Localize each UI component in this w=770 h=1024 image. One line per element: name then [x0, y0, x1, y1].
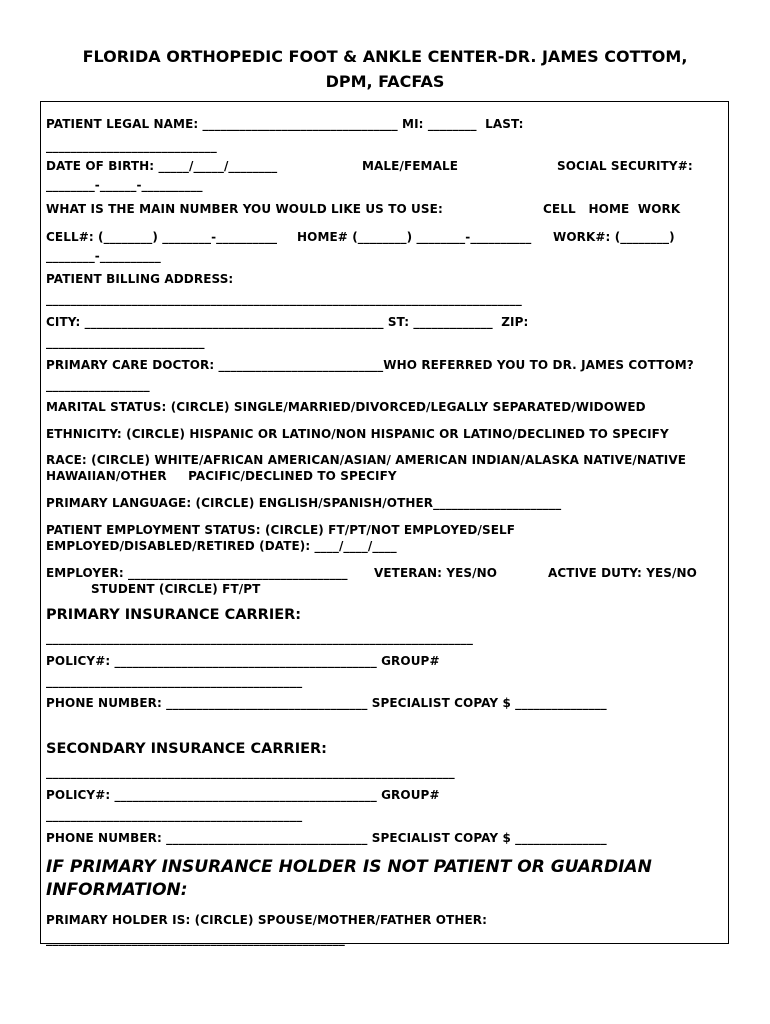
billing-address-label: PATIENT BILLING ADDRESS:: [46, 272, 234, 286]
secondary-policy-field[interactable]: POLICY#: ___________________________________________ GROUP#: [46, 788, 440, 802]
last-name-line[interactable]: ____________________________: [46, 139, 217, 153]
secondary-insurance-carrier-field[interactable]: ___________________________________________________________________: [46, 765, 455, 779]
main-number-question: WHAT IS THE MAIN NUMBER YOU WOULD LIKE US TO USE:: [46, 202, 443, 216]
primary-insurance-heading: PRIMARY INSURANCE CARRIER:: [46, 607, 302, 623]
gender-field[interactable]: MALE/FEMALE: [362, 159, 459, 173]
primary-holder-line[interactable]: _________________________________________________: [46, 932, 345, 946]
secondary-group-field[interactable]: __________________________________________: [46, 808, 303, 822]
ssn-label: SOCIAL SECURITY#:: [557, 159, 693, 173]
veteran-field[interactable]: VETERAN: YES/NO: [374, 566, 498, 580]
primary-holder-field[interactable]: PRIMARY HOLDER IS: (CIRCLE) SPOUSE/MOTHER/FATHER OTHER:: [46, 913, 488, 927]
billing-address-field[interactable]: ______________________________________________________________________________: [46, 292, 522, 306]
main-number-options[interactable]: CELL HOME WORK: [543, 202, 681, 216]
form-title: [0, 44, 770, 94]
race-field-continued[interactable]: HAWAIIAN/OTHER PACIFIC/DECLINED TO SPECIFY: [46, 469, 397, 483]
secondary-insurance-heading: SECONDARY INSURANCE CARRIER:: [46, 741, 327, 757]
patient-legal-name-field[interactable]: PATIENT LEGAL NAME: ________________________________ MI: ________ LAST:: [46, 117, 524, 131]
primary-care-doctor-field[interactable]: PRIMARY CARE DOCTOR: ___________________________WHO REFERRED YOU TO DR. JAMES COTTOM?: [46, 358, 694, 372]
active-duty-field[interactable]: ACTIVE DUTY: YES/NO: [548, 566, 697, 580]
employment-status-field[interactable]: PATIENT EMPLOYMENT STATUS: (CIRCLE) FT/PT/NOT EMPLOYED/SELF: [46, 523, 516, 537]
zip-field[interactable]: __________________________: [46, 335, 205, 349]
cell-number-field[interactable]: CELL#: (________) ________-__________: [46, 230, 278, 244]
form-title-line-2: DPM, FACFAS: [325, 72, 445, 91]
primary-language-field[interactable]: PRIMARY LANGUAGE: (CIRCLE) ENGLISH/SPANISH/OTHER_____________________: [46, 496, 562, 510]
ssn-field[interactable]: ________-______-__________: [46, 178, 203, 192]
home-number-field[interactable]: HOME# (________) ________-__________: [297, 230, 532, 244]
employer-field[interactable]: EMPLOYER: ____________________________________: [46, 566, 348, 580]
primary-group-field[interactable]: __________________________________________: [46, 674, 303, 688]
student-field[interactable]: STUDENT (CIRCLE) FT/PT: [91, 582, 261, 596]
work-number-field[interactable]: WORK#: (________): [553, 230, 675, 244]
guardian-heading-continued: INFORMATION:: [46, 880, 188, 900]
referral-field[interactable]: _________________: [46, 378, 150, 392]
primary-phone-copay-field[interactable]: PHONE NUMBER: _________________________________ SPECIALIST COPAY $ _______________: [46, 696, 607, 710]
marital-status-field[interactable]: MARITAL STATUS: (CIRCLE) SINGLE/MARRIED/DIVORCED/LEGALLY SEPARATED/WIDOWED: [46, 400, 646, 414]
work-number-line[interactable]: ________-__________: [46, 249, 161, 263]
primary-insurance-carrier-field[interactable]: ______________________________________________________________________: [46, 631, 473, 645]
primary-policy-field[interactable]: POLICY#: ___________________________________________ GROUP#: [46, 654, 440, 668]
secondary-phone-copay-field[interactable]: PHONE NUMBER: _________________________________ SPECIALIST COPAY $ _______________: [46, 831, 607, 845]
guardian-heading: IF PRIMARY INSURANCE HOLDER IS NOT PATIENT OR GUARDIAN: [46, 857, 652, 877]
city-state-field[interactable]: CITY: _________________________________________________ ST: _____________ ZIP:: [46, 315, 529, 329]
ethnicity-field[interactable]: ETHNICITY: (CIRCLE) HISPANIC OR LATINO/NON HISPANIC OR LATINO/DECLINED TO SPECIFY: [46, 427, 669, 441]
date-of-birth-field[interactable]: DATE OF BIRTH: _____/_____/________: [46, 159, 278, 173]
form-title-line-1: FLORIDA ORTHOPEDIC FOOT & ANKLE CENTER-DR. JAMES COTTOM,: [82, 47, 688, 66]
employment-date-field[interactable]: EMPLOYED/DISABLED/RETIRED (DATE): ____/____/____: [46, 539, 397, 553]
race-field[interactable]: RACE: (CIRCLE) WHITE/AFRICAN AMERICAN/ASIAN/ AMERICAN INDIAN/ALASKA NATIVE/NATIVE: [46, 453, 687, 467]
